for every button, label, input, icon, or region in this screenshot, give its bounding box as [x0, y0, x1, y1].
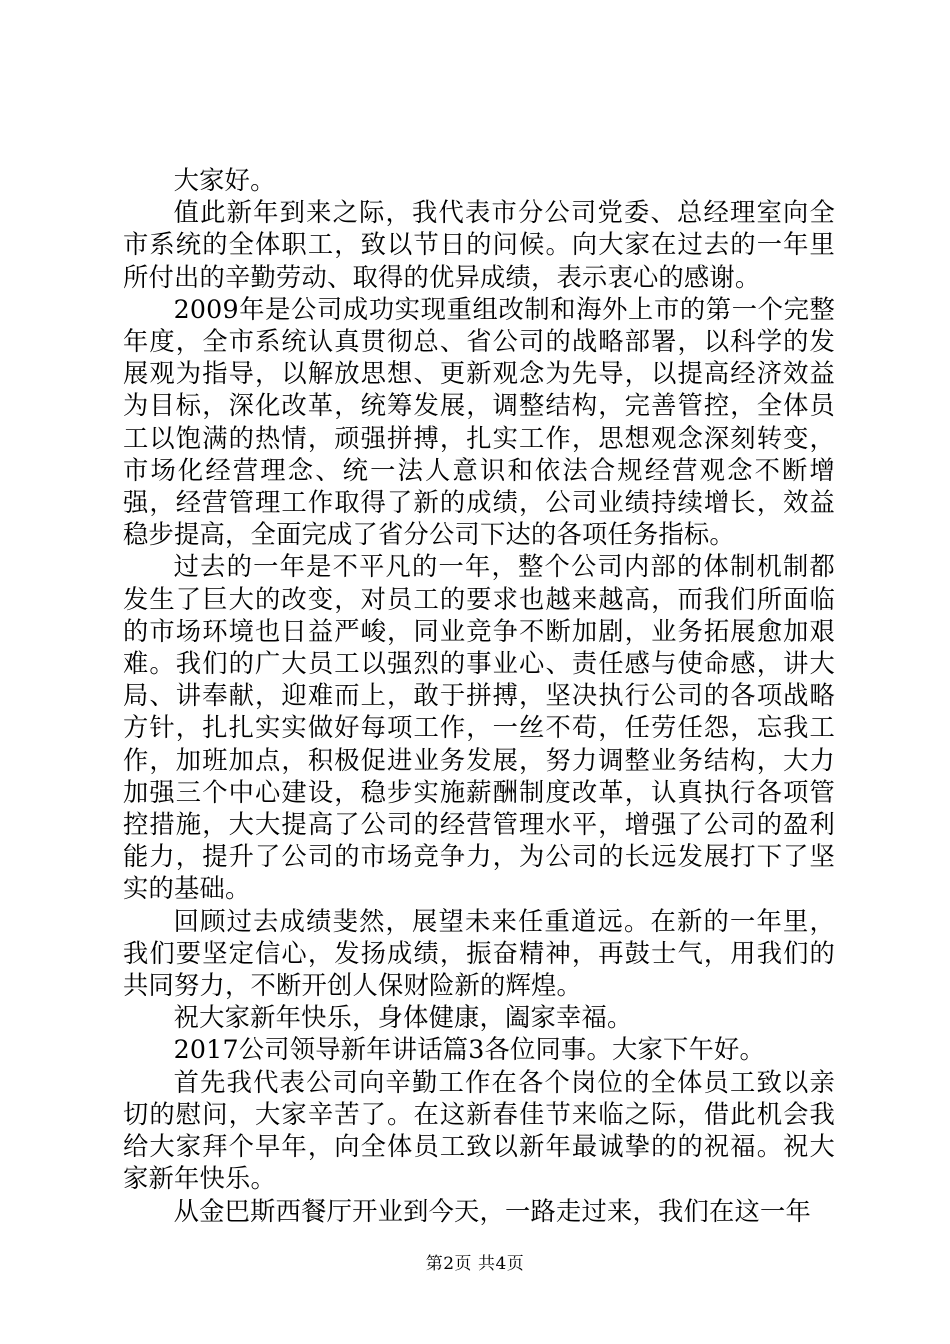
document-body [123, 165, 835, 1228]
paragraph-2009-review: 2009年是公司成功实现重组改制和海外上市的第一个完整年度，全市系统认真贯彻总、省公司的战略部署，以科学的发展观为指导，以解放思想、更新观念为先导，以提高经济效益为目标，深化改革，统筹发展，调整结构，完善管控，全体员工以饱满的热情，顽强拼搏，扎实工作，思想观念深刻转变，市场化经营理念、统一法人意识和依法合规经营观念不断增强，经营管理工作取得了新的成绩，公司业绩持续增长，效益稳步提高，全面完成了省分公司下达的各项任务指标。 [123, 294, 835, 550]
paragraph-speech-3-opening: 2017公司领导新年讲话篇3各位同事。大家下午好。 [173, 1035, 766, 1065]
paragraph-condolence: 首先我代表公司向辛勤工作在各个岗位的全体员工致以亲切的慰问，大家辛苦了。在这新春佳节来临之际，借此机会我给大家拜个早年，向全体员工致以新年最诚挚的的祝福。祝大家新年快乐。 [123, 1067, 835, 1194]
paragraph-outlook: 回顾过去成绩斐然，展望未来任重道远。在新的一年里，我们要坚定信心，发扬成绩，振奋精神，再鼓士气，用我们的共同努力，不断开创人保财险新的辉煌。 [123, 906, 835, 1001]
paragraph-past-year: 过去的一年是不平凡的一年，整个公司内部的体制机制都发生了巨大的改变，对员工的要求也越来越高，而我们所面临的市场环境也日益严峻，同业竞争不断加剧，业务拓展愈加艰难。我们的广大员工以强烈的事业心、责任感与使命感，讲大局、讲奉献，迎难而上，敢于拼搏，坚决执行公司的各项战略方针，扎扎实实做好每项工作，一丝不苟，任劳任怨，忘我工作，加班加点，积极促进业务发展，努力调整业务结构，大力加强三个中心建设，稳步实施薪酬制度改革，认真执行各项管控措施，大大提高了公司的经营管理水平，增强了公司的盈利能力，提升了公司的市场竞争力，为公司的长远发展打下了坚实的基础。 [123, 552, 835, 904]
paragraph-restaurant: 从金巴斯西餐厅开业到今天，一路走过来，我们在这一年 [173, 1196, 812, 1226]
paragraph-wishes: 祝大家新年快乐，身体健康，阖家幸福。 [173, 1003, 633, 1033]
paragraph-greeting: 大家好。 [173, 166, 276, 195]
page-number-footer: 第2页 共4页 [425, 1254, 525, 1274]
paragraph-new-year-greeting: 值此新年到来之际，我代表市分公司党委、总经理室向全市系统的全体职工，致以节日的问候。向大家在过去的一年里所付出的辛勤劳动、取得的优异成绩，表示衷心的感谢。 [123, 198, 835, 292]
